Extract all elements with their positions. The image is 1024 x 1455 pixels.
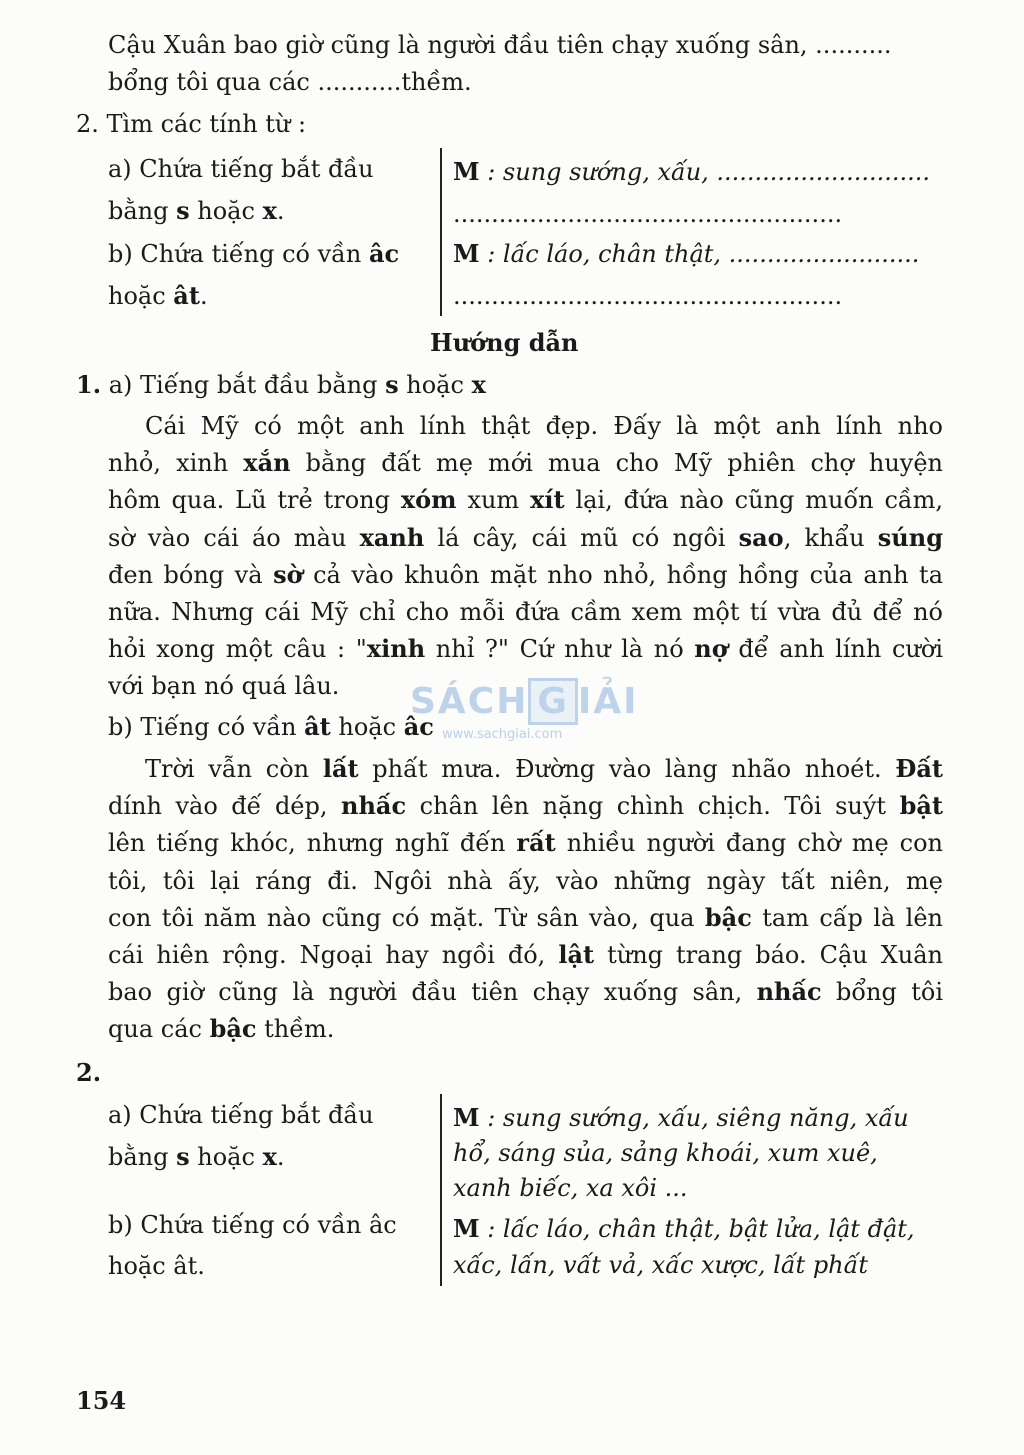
p2-line: dính vào đế dép, nhấc chân lên nặng chình chịch. Tôi suýt bật xyxy=(108,791,943,821)
ex2-b-example: M : lấc láo, chân thật, ......................... xyxy=(453,239,920,268)
p1-line: với bạn nó quá lâu. xyxy=(108,672,340,701)
t2-a-answer-line2: hổ, sáng sủa, sảng khoái, xum xuê, xyxy=(453,1139,878,1167)
t2-a-label-line1: a) Chứa tiếng bắt đầu xyxy=(108,1101,374,1129)
p2-line: cái hiên rộng. Ngoại hay ngồi đó, lật từng trang báo. Cậu Xuân xyxy=(108,940,944,969)
p1-line: hỏi xong một câu : "xinh nhỉ ?" Cứ như là nó nợ để anh lính cười xyxy=(108,634,944,664)
t2-a-label-line2: bằng s hoặc x. xyxy=(108,1142,285,1171)
t2-table-divider xyxy=(440,1094,442,1286)
ex2-b-dots: ................................................... xyxy=(453,282,843,310)
ex2-b-label-line1: b) Chứa tiếng có vần âc xyxy=(108,239,400,268)
ex2-b-label-line2: hoặc ât. xyxy=(108,281,208,310)
t2-b-answer-line2: xấc, lấn, vất vả, xấc xược, lất phất xyxy=(453,1251,868,1279)
ex2-a-label-line1: a) Chứa tiếng bắt đầu xyxy=(108,155,374,183)
guide-q1a-heading: 1. a) Tiếng bắt đầu bằng s hoặc x xyxy=(76,370,486,399)
guide-q2-number: 2. xyxy=(76,1058,102,1087)
ex2-a-dots: ................................................... xyxy=(453,200,843,228)
exercise-2-heading: 2. Tìm các tính từ : xyxy=(76,110,307,138)
ex2-a-label-line2: bằng s hoặc x. xyxy=(108,196,285,225)
top-line-1: Cậu Xuân bao giờ cũng là người đầu tiên chạy xuống sân, .......... xyxy=(108,31,892,59)
p2-line: lên tiếng khóc, nhưng nghĩ đến rất nhiều người đang chờ mẹ con xyxy=(108,828,943,858)
ex2-a-example: M : sung sướng, xấu, ............................ xyxy=(453,157,931,186)
p2-line: tôi, tôi lại ráng đi. Ngôi nhà ấy, vào những ngày tất niên, mẹ xyxy=(108,866,943,895)
guide-title: Hướng dẫn xyxy=(430,328,579,357)
watermark-logo: SÁCH G IẢI xyxy=(410,678,639,725)
t2-b-answer-line1: M : lấc láo, chân thật, bật lửa, lật đật, xyxy=(453,1214,915,1243)
p2-line: con tôi năm nào cũng có mặt. Từ sân vào, qua bậc tam cấp là lên xyxy=(108,902,944,932)
watermark-url: www.sachgiai.com xyxy=(442,727,563,742)
p1-line: sờ vào cái áo màu xanh lá cây, cái mũ có ngôi sao, khẩu súng xyxy=(108,522,943,552)
p2-line: Trời vẫn còn lất phất mưa. Đường vào làng nhão nhoét. Đất xyxy=(145,754,943,783)
p1-line: nhỏ, xinh xắn bằng đất mẹ mới mua cho Mỹ phiên chợ huyện xyxy=(108,448,943,478)
top-line-2: bổng tôi qua các ...........thềm. xyxy=(108,68,472,96)
guide-q1b-heading: b) Tiếng có vần ât hoặc âc xyxy=(108,712,434,741)
t2-a-answer-line1: M : sung sướng, xấu, siêng năng, xấu xyxy=(453,1103,909,1132)
p1-line: hôm qua. Lũ trẻ trong xóm xum xít lại, đứa nào cũng muốn cầm, xyxy=(108,485,944,515)
p2-line: qua các bậc thềm. xyxy=(108,1014,335,1044)
p1-line: Cái Mỹ có một anh lính thật đẹp. Đấy là một anh lính nho xyxy=(145,412,943,440)
p2-line: bao giờ cũng là người đầu tiên chạy xuống sân, nhấc bổng tôi xyxy=(108,977,943,1007)
t2-a-answer-line3: xanh biếc, xa xôi ... xyxy=(453,1174,688,1202)
ex2-table-divider xyxy=(440,148,442,316)
t2-b-label-line2: hoặc ât. xyxy=(108,1252,205,1280)
page-number: 154 xyxy=(76,1386,127,1415)
p1-line: đen bóng và sờ cả vào khuôn mặt nho nhỏ, hồng hồng của anh ta xyxy=(108,559,943,589)
t2-b-label-line1: b) Chứa tiếng có vần âc xyxy=(108,1211,397,1239)
p1-line: nữa. Nhưng cái Mỹ chỉ cho mỗi đứa cầm xem một tí vừa đủ để nó xyxy=(108,598,943,626)
